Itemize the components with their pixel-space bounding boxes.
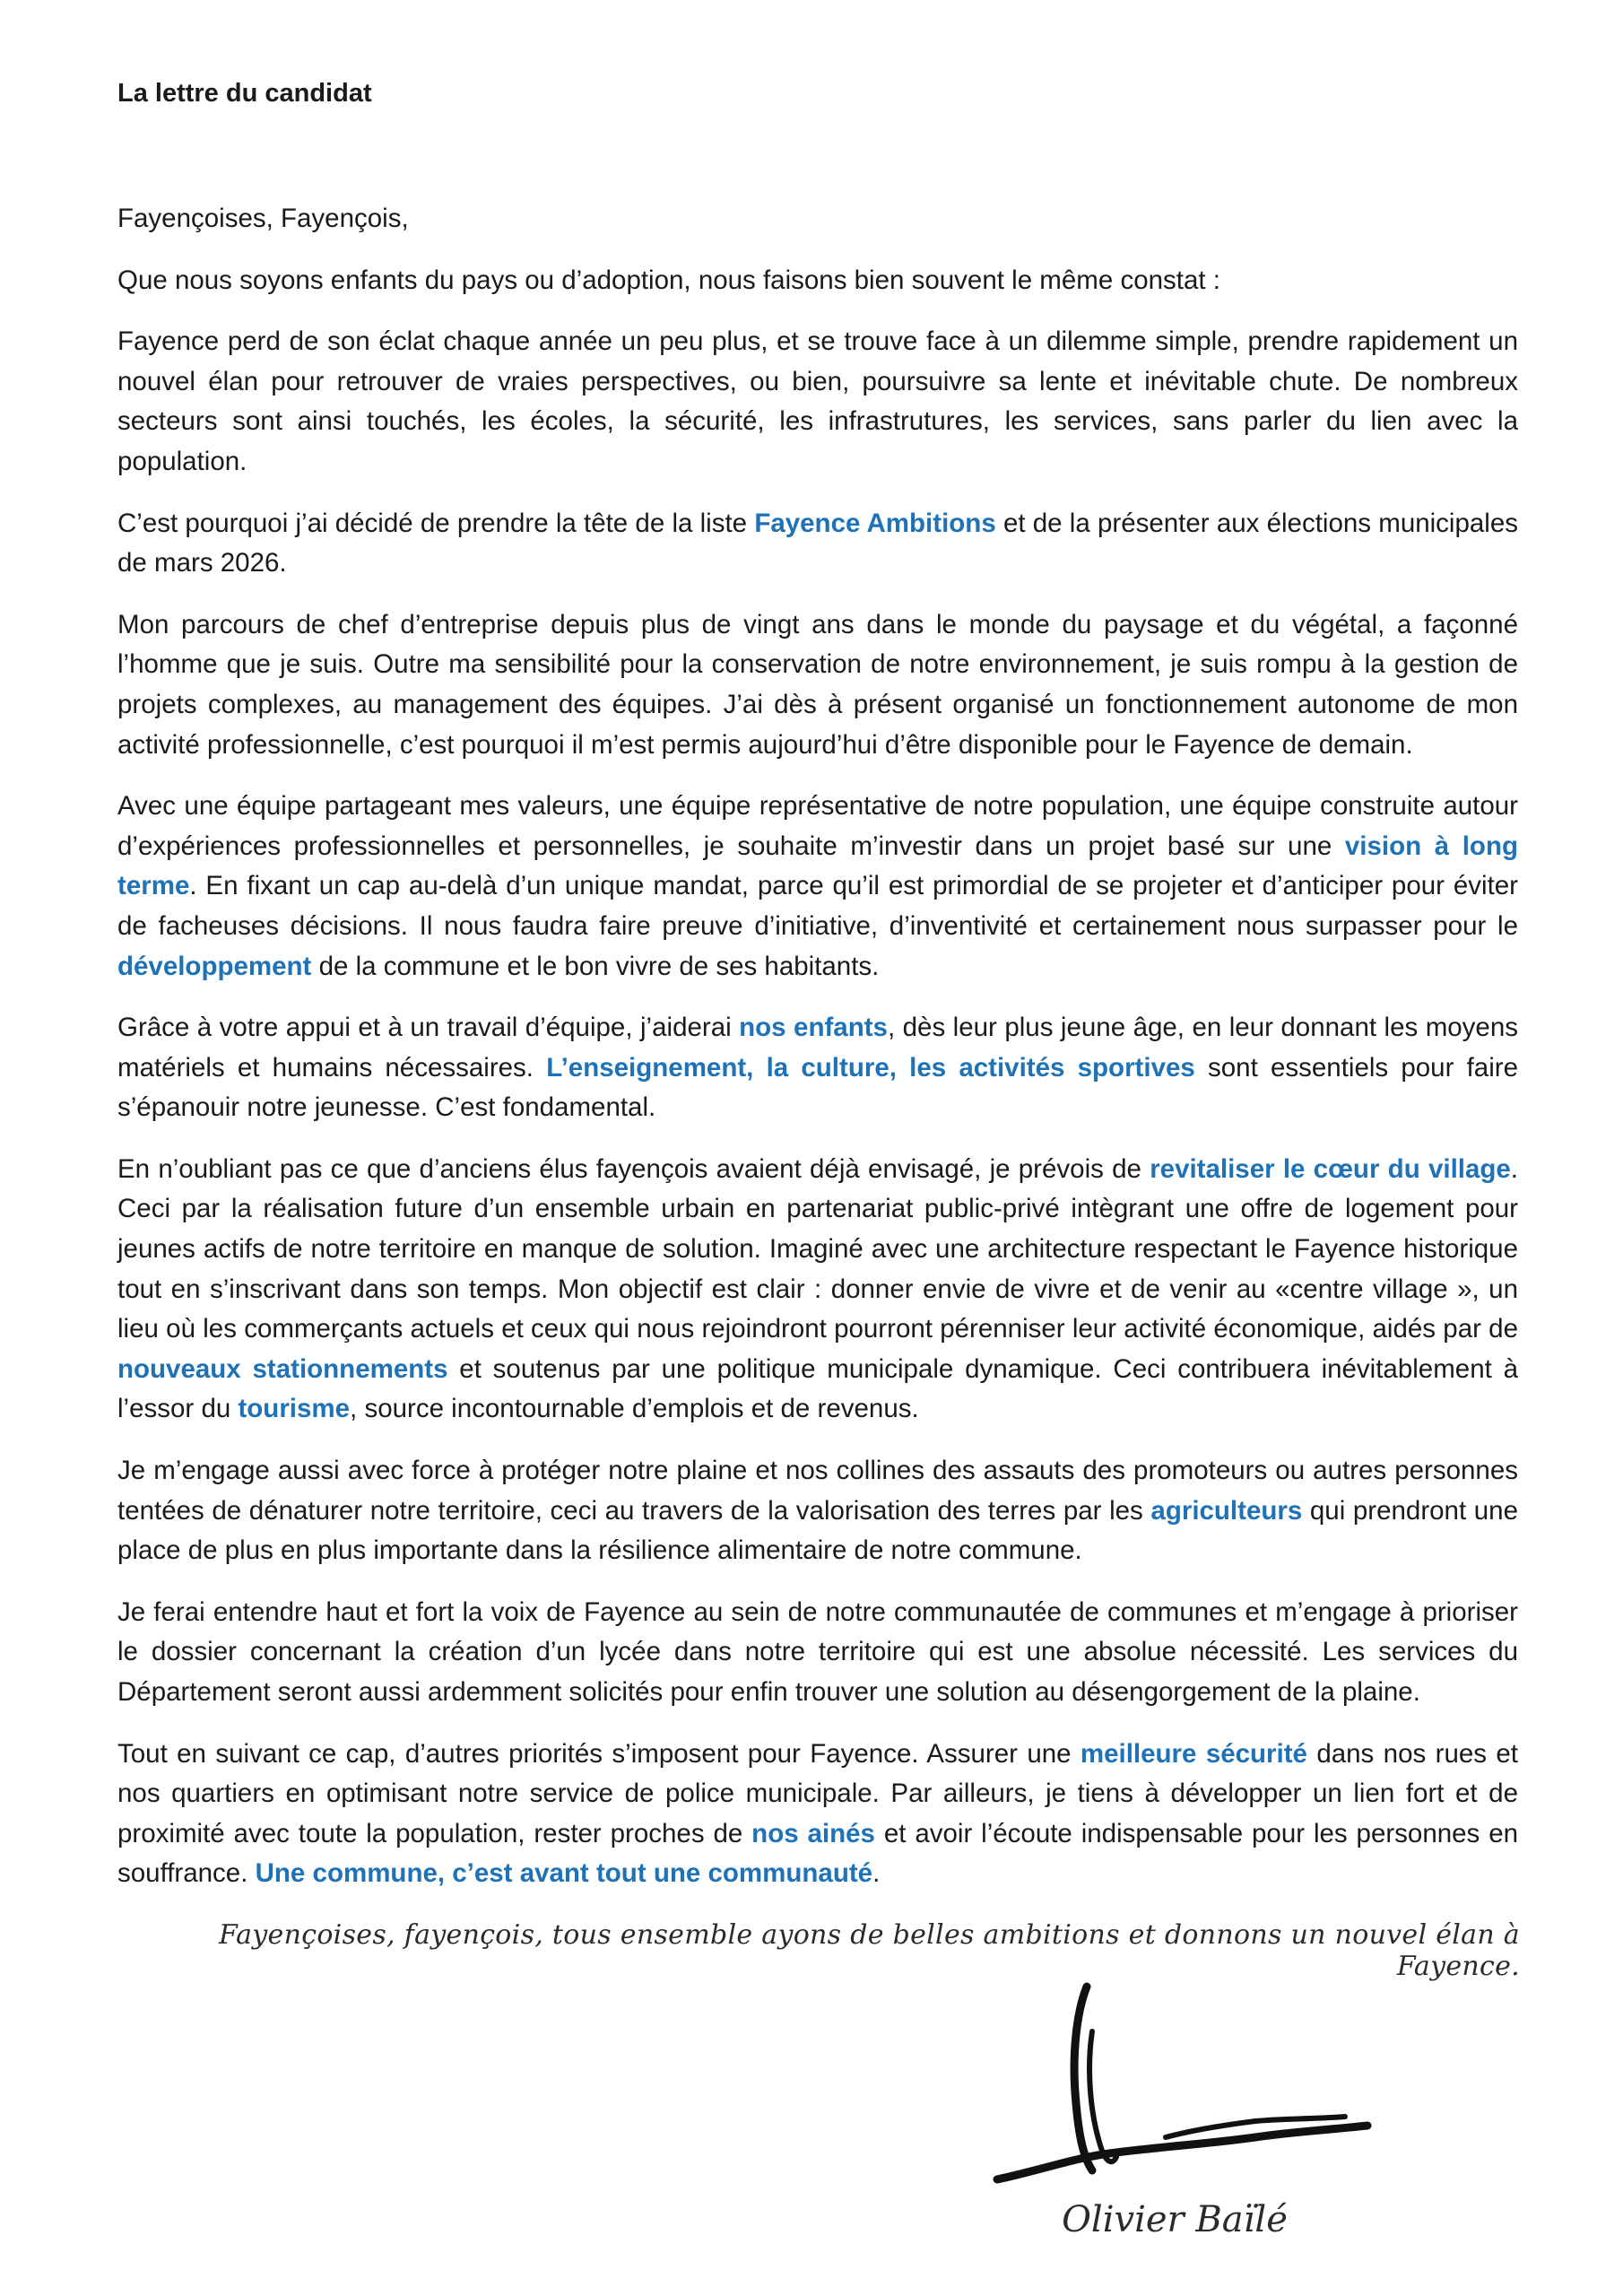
salutation: Fayençoises, Fayençois,	[117, 204, 409, 233]
text-span: , source incontournable d’emplois et de revenus.	[350, 1394, 919, 1424]
highlight-agriculteurs: agriculteurs	[1150, 1495, 1303, 1526]
text-span: dans nos rues et nos quartiers en optimisant notre service de police municipale. Par ailleurs, je tiens à développer un lien fort et de proximité avec toute la population, rester proches de	[117, 1738, 1518, 1848]
closing-line: Fayençoises, fayençois, tous ensemble ayons de belles ambitions et donnons un nouvel élan à Fayence.	[219, 1919, 1520, 1982]
paragraph-plaine	[117, 1451, 1518, 1571]
highlight-aines: nos ainés	[751, 1818, 875, 1848]
paragraph-eclat: Fayence perd de son éclat chaque année un peu plus, et se trouve face à un dilemme simple, prendre rapidement un nouvel élan pour retrouver de vraies perspectives, ou bien, poursuivre sa lente et inévitable chute. De nombreux secteurs sont ainsi touchés, les écoles, la sécurité, les infrastrutures, les services, sans parler du lien avec la population.	[117, 326, 1518, 476]
text-span: sont essentiels pour faire s’épanouir notre jeunesse. C’est fondamental.	[117, 1052, 1518, 1123]
text-span: qui prendront une place de plus en plus importante dans la résilience alimentaire de notre commune.	[117, 1495, 1518, 1566]
highlight-fayence-ambitions: Fayence Ambitions	[754, 508, 996, 538]
text-span: Tout en suivant ce cap, d’autres priorités s’imposent pour Fayence. Assurer une	[117, 1738, 1081, 1769]
text-span: Grâce à votre appui et à un travail d’équipe, j’aiderai	[117, 1013, 740, 1043]
text-span: et avoir l’écoute indispensable pour les personnes en souffrance.	[117, 1818, 1519, 1889]
text-span: , dès leur plus jeune âge, en leur donnant les moyens matériels et humains nécessaires.	[117, 1013, 1518, 1083]
signature-name: Olivier Baïlé	[1062, 2199, 1288, 2240]
text-span: Avec une équipe partageant mes valeurs, une équipe représentative de notre population, une équipe construite autour d’expériences professionnelles et personnelles, je souhaite m’investir dans un projet basé sur une	[117, 791, 1518, 861]
text-span: .	[872, 1858, 881, 1889]
paragraph-liste	[117, 504, 1518, 584]
highlight-coeur-village: revitaliser le cœur du village	[1150, 1153, 1511, 1184]
text-span: C’est pourquoi j’ai décidé de prendre la tête de la liste	[117, 508, 755, 538]
paragraph-parcours: Mon parcours de chef d’entreprise depuis plus de vingt ans dans le monde du paysage et du végétal, a façonné l’homme que je suis. Outre ma sensibilité pour la conservation de notre environnement, je suis rompu à la gestion de projets complexes, au management des équipes. J’ai dès à présent organisé un fonctionnement autonome de mon activité professionnelle, c’est pourquoi il m’est permis aujourd’hui d’être disponible pour le Fayence de demain.	[117, 609, 1518, 760]
highlight-developpement: développement	[117, 951, 312, 981]
text-span: Je m’engage aussi avec force à protéger notre plaine et nos collines des assauts des promoteurs ou autres personnes tentées de dénaturer notre territoire, ceci au travers de la valorisation des terres par les	[117, 1456, 1518, 1526]
highlight-nos-enfants: nos enfants	[739, 1013, 888, 1043]
text-span: et soutenus par une politique municipale dynamique. Ceci contribuera inévitablement à l’essor du	[117, 1353, 1518, 1424]
text-span: . En fixant un cap au-delà d’un unique mandat, parce qu’il est primordial de se projeter et d’anticiper pour éviter de facheuses décisions. Il nous faudra faire preuve d’initiative, d’inventivité et certainement nous surpasser pour le	[117, 871, 1518, 941]
highlight-securite: meilleure sécurité	[1080, 1738, 1307, 1769]
paragraph-enfants	[117, 1008, 1518, 1128]
highlight-tourisme: tourisme	[238, 1394, 351, 1424]
highlight-communaute: Une commune, c’est avant tout une communauté	[255, 1858, 873, 1889]
paragraph-securite	[117, 1735, 1518, 1894]
paragraph-equipe	[117, 787, 1518, 987]
text-span: . Ceci par la réalisation future d’un ensemble urbain en partenariat public-privé intègrant une offre de logement pour jeunes actifs de notre territoire en manque de solution. Imaginé avec une architecture respectant le Fayence historique tout en s’inscrivant dans son temps. Mon objectif est clair : donner envie de vivre et de venir au «centre village », un lieu où les commerçants actuels et ceux qui nous rejoindront pourront pérenniser leur activité économique, aidés par de	[117, 1153, 1518, 1344]
highlight-enseignement: L’enseignement, la culture, les activités sportives	[546, 1052, 1195, 1083]
letter-body	[117, 199, 1518, 1916]
text-span: En n’oubliant pas ce que d’anciens élus fayençois avaient déjà envisagé, je prévois de	[117, 1153, 1150, 1184]
highlight-stationnements: nouveaux stationnements	[117, 1353, 448, 1384]
highlight-vision: vision à long terme	[117, 831, 1518, 901]
text-span: et de la présenter aux élections municipales de mars 2026.	[117, 508, 1519, 578]
paragraph-village	[117, 1150, 1518, 1430]
text-span: de la commune et le bon vivre de ses habitants.	[311, 951, 880, 981]
paragraph-lycee: Je ferai entendre haut et fort la voix de Fayence au sein de notre communautée de communes et m’engage à prioriser le dossier concernant la création d’un lycée dans notre territoire qui est une absolue nécessité. Les services du Département seront aussi ardemment solicités pour enfin trouver une solution au désengorgement de la plaine.	[117, 1596, 1518, 1707]
paragraph-constat: Que nous soyons enfants du pays ou d’adoption, nous faisons bien souvent le même constat :	[117, 265, 1220, 295]
page-title: La lettre du candidat	[117, 79, 372, 108]
signature-image	[986, 1978, 1399, 2193]
